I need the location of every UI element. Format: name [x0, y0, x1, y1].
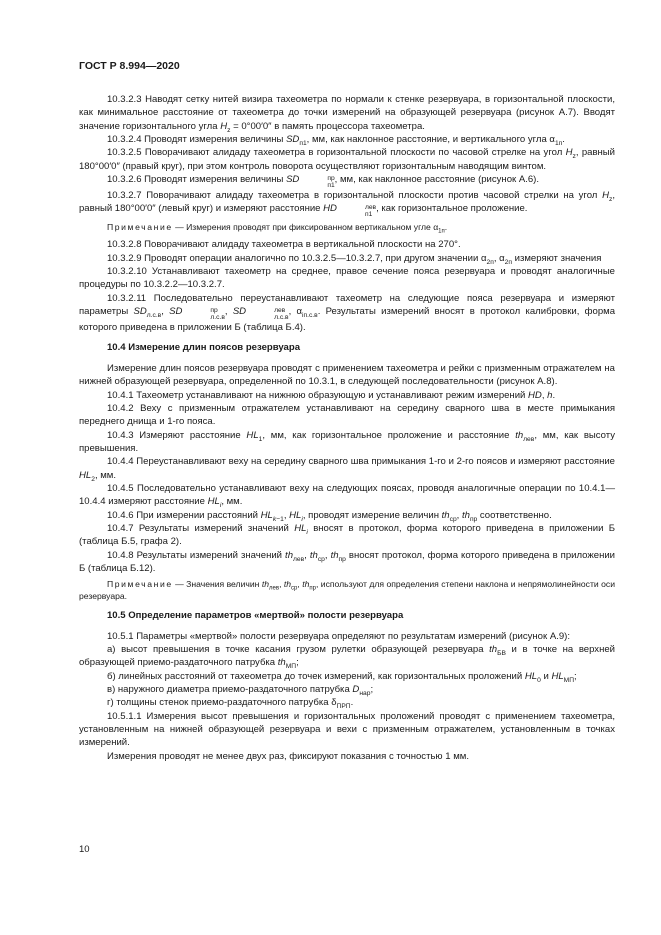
note-1: Примечание — Измерения проводят при фиксированном вертикальном угле $\alpha_{1п}$.: [107, 222, 448, 236]
paragraph-10-3-2-7: 10.3.2.7 Поворачивают алидаду тахеометра в горизонтальной плоскости против часовой стрелки на угол $H_z$, равный 180°00′0″ (левый круг) и измеряют расстояние HD лев п1 , как горизонтальное проложение.: [79, 190, 616, 219]
paragraph-10-4-3: 10.4.3 Измеряют расстояние $HL_1$, мм, как горизонтальное проложение и расстояние $th_{лев}$, мм, как высоту превышения.: [79, 429, 616, 454]
note-2: Примечание — Значения величин $th_{лев}$, $th_{ср}$, $th_{пр}$, используют для определения степени наклона и непрямолинейности оси резервуара.: [79, 579, 615, 602]
paragraph-10-5-1-1: 10.5.1.1 Измерения высот превышения и горизонтальных проложений проводят с применением тахеометра, установленным на нижней образующей резервуара и вехи с призменным отражателем, установленным в точках измерений.: [79, 710, 615, 749]
paragraph-10-3-2-9: 10.3.2.9 Проводят операции аналогично по 10.3.2.5—10.3.2.7, при другом значении $\alpha_{2п}$, $\alpha_{2п}$ измеряют значения: [107, 252, 602, 266]
page-number: 10: [79, 844, 90, 855]
paragraph-10-5-1-v: в) наружного диаметра приемо-раздаточного патрубка $D_{нар}$;: [107, 684, 374, 697]
paragraph-10-5-1-a: а) высот превышения в точке касания грузом рулетки образующей резервуара $th_{БВ}$ и в точке на верхней образующей приемо-раздаточного патрубка $th_{МП}$;: [79, 644, 615, 671]
paragraph-10-4-2: 10.4.2 Веху с призменным отражателем устанавливают на середину сварного шва в месте примыкания переднего днища и 1-го пояса.: [79, 402, 615, 428]
document-body: [79, 93, 615, 763]
heading-10-4: 10.4 Измерение длин поясов резервуара: [107, 342, 300, 354]
heading-10-5: 10.5 Определение параметров «мертвой» полости резервуара: [107, 610, 404, 622]
paragraph-10-3-2-11: 10.3.2.11 Последовательно переустанавливают тахеометр на следующие пояса резервуара и измеряют параметры $SD_{л.с.в}$, SD пр л.с.в , SD лев л.с.в , $\alpha_{iп.с.в}$. Результаты измерений вносят в протокол калибровки, форма которого приведена в приложении Б (таблица Б.4).: [79, 292, 615, 334]
paragraph-10-4-4: 10.4.4 Переустанавливают веху на середину сварного шва примыкания 1-го и 2-го поясов и измеряют расстояние $HL_2$, мм.: [79, 456, 615, 483]
paragraph-10-4-1: 10.4.1 Тахеометр устанавливают на нижнюю образующую и устанавливают режим измерений HD, h.: [107, 389, 556, 401]
paragraph-10-4-7: 10.4.7 Результаты измерений значений $HL_i$ вносят в протокол, форма которого приведена в приложении Б (таблица Б.5, графа 2).: [79, 522, 615, 548]
paragraph-10-3-2-5: 10.3.2.5 Поворачивают алидаду тахеометра в горизонтальной плоскости по часовой стрелке на угол $H_z$, равный 180°00′0″ (правый круг), при этом контроль поворота осуществляют горизонтальным наводящим винтом.: [79, 147, 615, 172]
paragraph-10-4-intro: Измерение длин поясов резервуара проводят с применением тахеометра и рейки с призменным отражателем на нижней образующей резервуара, определенной по 10.3.1, в следующей последовательности (рисунок А.8).: [79, 362, 615, 388]
paragraph-10-3-2-6: 10.3.2.6 Проводят измерения величины SD пр п1 , мм, как наклонное расстояние (рисунок А.6).: [107, 174, 540, 190]
paragraph-10-4-8: 10.4.8 Результаты измерений значений $th_{лев}$, $th_{ср}$, $th_{пр}$ вносят протокол, форма которого приведена в приложении Б (таблица Б.12).: [79, 549, 616, 574]
paragraph-10-3-2-10: 10.3.2.10 Устанавливают тахеометр на среднее, правое сечение пояса резервуара и проводят аналогичные процедуры по 10.3.2.2—10.3.2.7.: [79, 266, 615, 291]
paragraph-10-4-5: 10.4.5 Последовательно устанавливают веху на следующих поясах, проводя аналогичные операции по 10.4.1—10.4.4 измеряют расстояние $HL_i$, мм.: [79, 482, 615, 510]
paragraph-10-4-6: 10.4.6 При измерении расстояний $HL_{k-1}$, $HL_i$, проводят измерение величин $th_{ср}$, $th_{пр}$ соответственно.: [107, 509, 552, 523]
paragraph-10-3-2-8: 10.3.2.8 Поворачивают алидаду тахеометра в вертикальной плоскости на 270°.: [107, 239, 461, 251]
paragraph-final: Измерения проводят не менее двух раз, фиксируют показания с точностью 1 мм.: [107, 750, 469, 762]
paragraph-10-5-1: 10.5.1 Параметры «мертвой» полости резервуара определяют по результатам измерений (рисунок А.9):: [107, 630, 570, 642]
paragraph-10-3-2-3: 10.3.2.3 Наводят сетку нитей визира тахеометра по нормали к стенке резервуара, в горизонтальной плоскости, как минимальное расстояние от тахеометра до точки измерений на образующей резервуара (рисунок А.7). Вводят значение горизонтального угла $H_z = 0^\circ 00'0''$ в память процессора тахеометра.: [79, 94, 615, 134]
paragraph-10-5-1-b: б) линейных расстояний от тахеометра до точек измерений, как горизонтальных проложений $HL_0$ и $HL_{МП}$;: [107, 670, 577, 684]
paragraph-10-5-1-g: г) толщины стенок приемо-раздаточного патрубка $\delta_{ПРП}$.: [107, 697, 354, 711]
paragraph-10-3-2-4: 10.3.2.4 Проводят измерения величины $SD_{п1}$, мм, как наклонное расстояние, и вертикального угла $\alpha_{1п}$.: [107, 134, 565, 147]
document-code: ГОСТ Р 8.994—2020: [79, 60, 180, 72]
